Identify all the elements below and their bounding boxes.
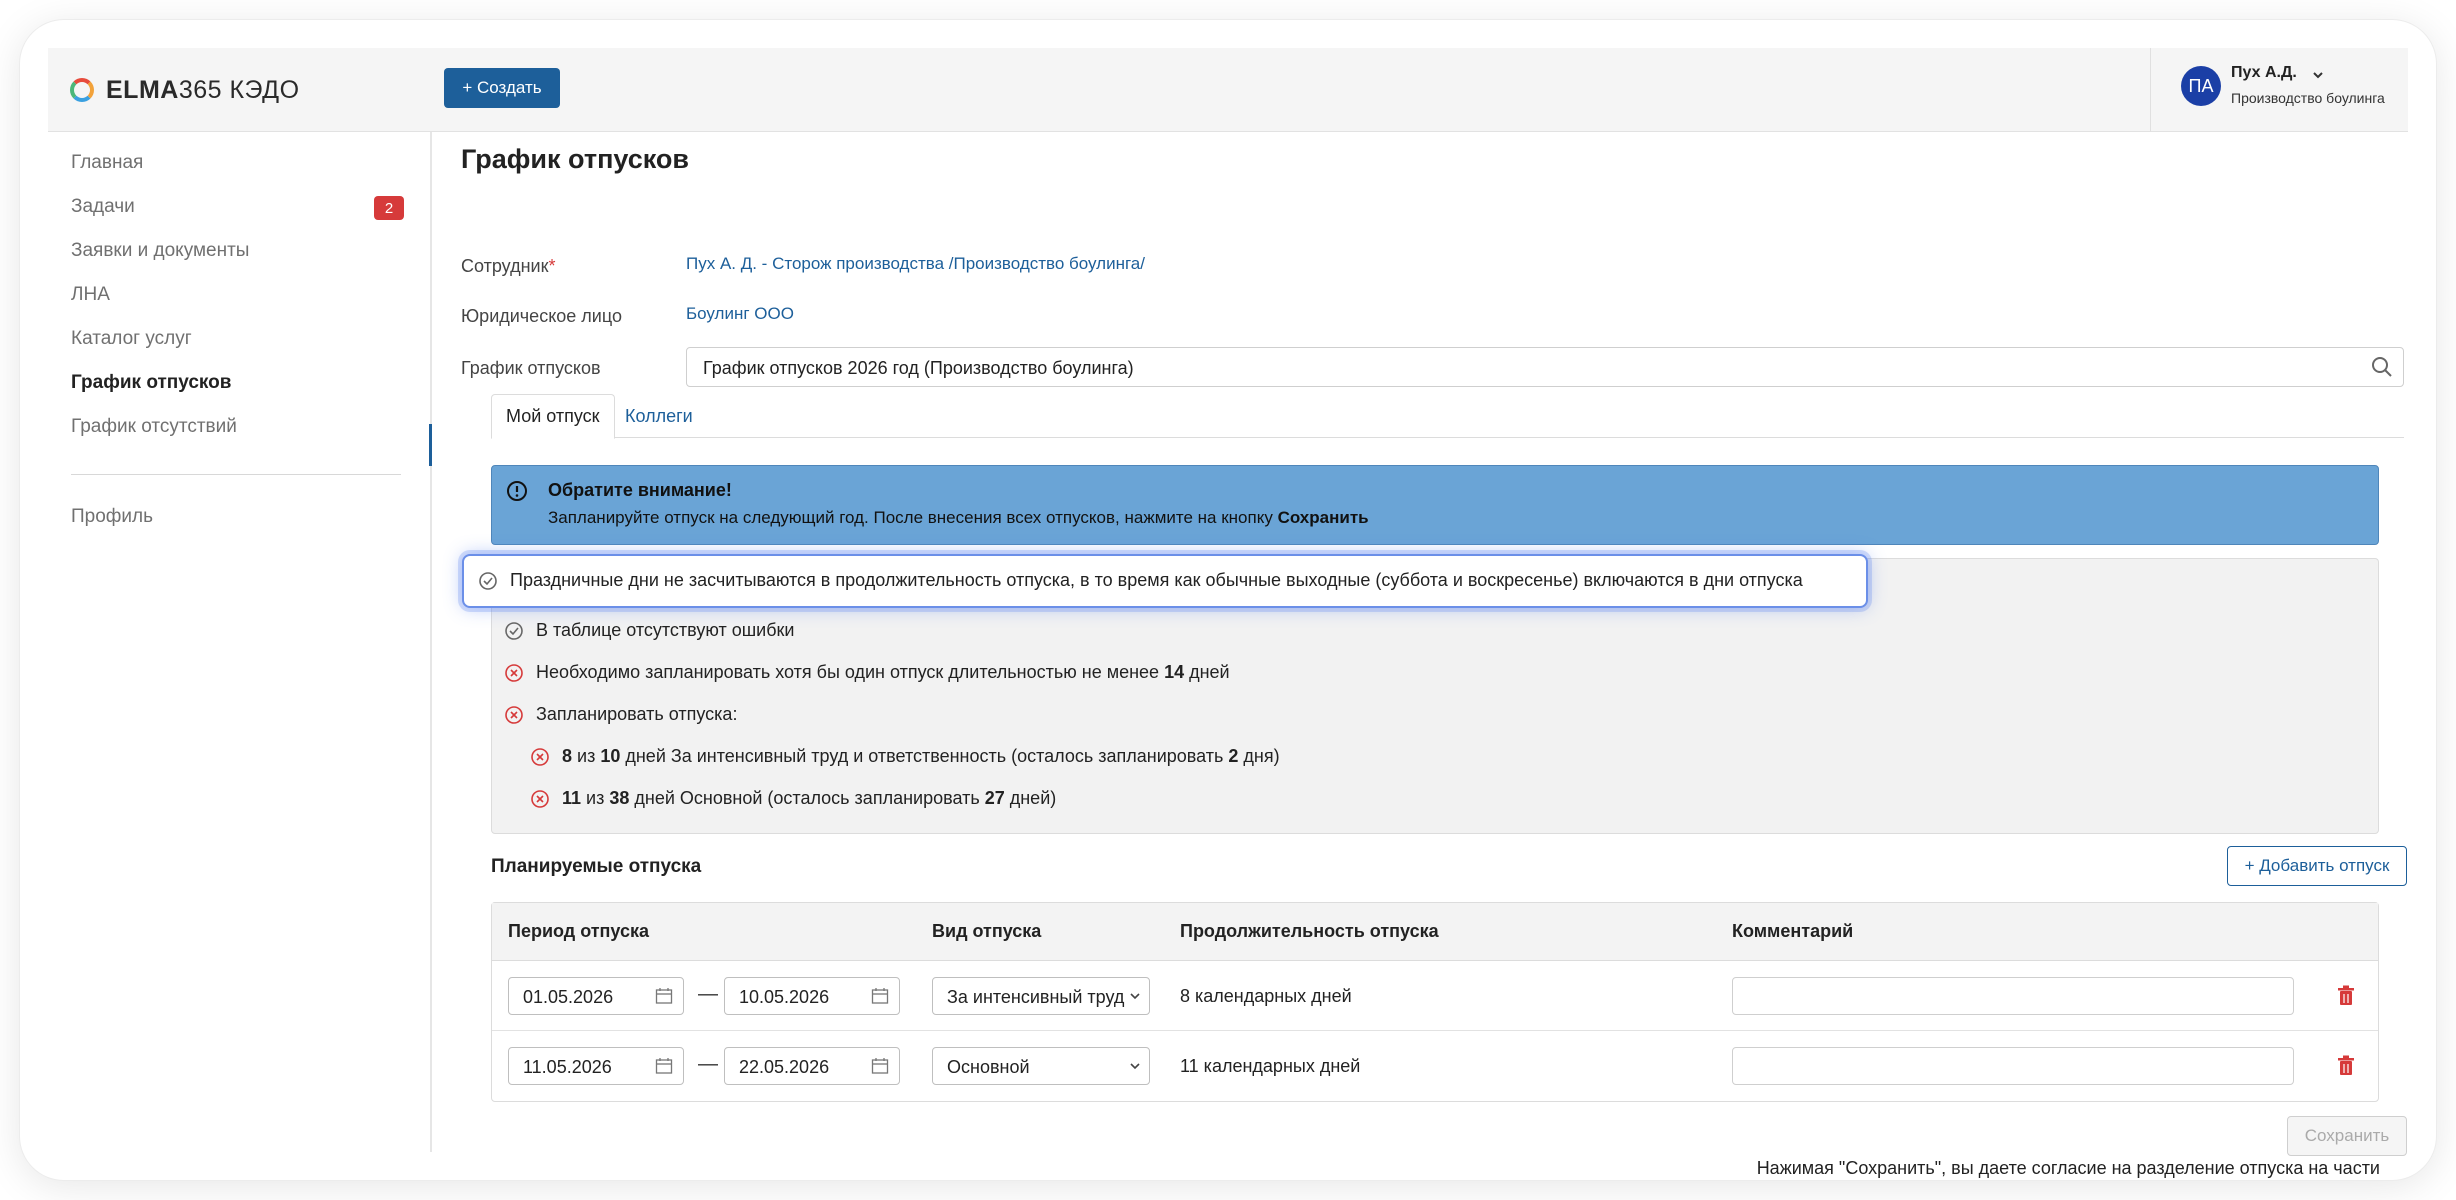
notice-banner — [491, 465, 2379, 545]
check-circle-icon — [504, 621, 524, 641]
chevron-down-icon — [1127, 1058, 1143, 1074]
check-min-duration: Необходимо запланировать хотя бы один отпуск длительностью не менее 14 дней — [504, 662, 1230, 683]
calendar-icon[interactable] — [655, 987, 673, 1005]
sidebar-item-requests[interactable]: Заявки и документы — [71, 240, 250, 261]
duration-value: 11 календарных дней — [1180, 1056, 1361, 1076]
col-comment: Комментарий — [1732, 921, 1854, 941]
calendar-icon[interactable] — [871, 987, 889, 1005]
notice-text: Запланируйте отпуск на следующий год. После внесения всех отпусков, нажмите на кнопку Сохранить — [548, 508, 1369, 527]
employee-link[interactable]: Пух А. Д. - Сторож производства /Производство боулинга/ — [686, 254, 1145, 273]
planned-table — [491, 902, 2379, 1102]
sidebar — [48, 132, 432, 1152]
error-circle-icon — [530, 789, 550, 809]
range-dash: — — [698, 1053, 718, 1075]
comment-input[interactable] — [1732, 1047, 2294, 1085]
logo-ring-icon — [70, 78, 94, 102]
range-dash: — — [698, 983, 718, 1005]
app — [48, 48, 2408, 1178]
logo-brand: ELMA — [106, 75, 179, 104]
check-no-errors — [504, 620, 794, 641]
schedule-label: График отпусков — [461, 358, 601, 378]
vacation-type-select[interactable]: За интенсивный труд — [932, 977, 1150, 1015]
user-menu[interactable] — [2150, 48, 2408, 132]
sidebar-item-home[interactable]: Главная — [71, 152, 144, 173]
check-sub-main: 11 из 38 дней Основной (осталось запланировать 27 дней) — [530, 788, 1056, 809]
logo-suffix: 365 КЭДО — [178, 75, 300, 104]
error-circle-icon — [530, 747, 550, 767]
date-from-input[interactable]: 11.05.2026 — [508, 1047, 684, 1085]
chevron-down-icon[interactable] — [2311, 68, 2325, 82]
sidebar-item-absence-schedule[interactable]: График отсутствий — [71, 416, 237, 437]
sidebar-item-tasks[interactable]: Задачи — [71, 196, 135, 217]
vacation-type-select[interactable]: Основной — [932, 1047, 1150, 1085]
error-circle-icon — [504, 663, 524, 683]
date-to-input[interactable]: 22.05.2026 — [724, 1047, 900, 1085]
col-type: Вид отпуска — [932, 921, 1042, 941]
comment-input[interactable] — [1732, 977, 2294, 1015]
top-header — [48, 48, 2408, 132]
consent-text: Нажимая "Сохранить", вы даете согласие на разделение отпуска на части — [1756, 1158, 2380, 1178]
app-logo[interactable] — [70, 74, 300, 106]
check-no-errors-text: В таблице отсутствуют ошибки — [536, 620, 795, 640]
date-to-input[interactable]: 10.05.2026 — [724, 977, 900, 1015]
check-sub-intensive: 8 из 10 дней За интенсивный труд и ответственность (осталось запланировать 2 дня) — [530, 746, 1280, 767]
table-row — [492, 961, 2378, 1031]
avatar[interactable]: ПА — [2181, 66, 2221, 106]
trash-icon[interactable] — [2336, 985, 2356, 1007]
error-circle-icon — [504, 705, 524, 725]
tab-colleagues[interactable]: Коллеги — [625, 405, 693, 426]
notice-title: Обратите внимание! — [548, 480, 732, 500]
legal-entity-link[interactable]: Боулинг ООО — [686, 304, 794, 323]
sidebar-item-lna[interactable]: ЛНА — [71, 284, 110, 305]
sidebar-divider — [71, 474, 401, 475]
page-title: График отпусков — [461, 144, 689, 174]
table-header — [492, 903, 2378, 961]
check-holidays-text: Праздничные дни не засчитываются в продолжительность отпуска, в то время как обычные выходные (суббота и воскресенье) включаются в дни отпуска — [510, 570, 1803, 590]
tabs — [491, 394, 2404, 438]
chevron-down-icon — [1127, 988, 1143, 1004]
user-name[interactable]: Пух А.Д. — [2231, 64, 2297, 81]
schedule-lookup-value: График отпусков 2026 год (Производство боулинга) — [703, 358, 1134, 378]
legal-entity-label: Юридическое лицо — [461, 306, 622, 326]
duration-value: 8 календарных дней — [1180, 986, 1352, 1006]
add-vacation-button[interactable]: + Добавить отпуск — [2227, 846, 2407, 886]
planned-section-title: Планируемые отпуска — [491, 856, 702, 877]
calendar-icon[interactable] — [871, 1057, 889, 1075]
search-icon[interactable] — [2371, 356, 2393, 378]
date-from-input[interactable]: 01.05.2026 — [508, 977, 684, 1015]
sidebar-item-vacation-schedule[interactable]: График отпусков — [71, 372, 232, 393]
table-row — [492, 1031, 2378, 1101]
col-period: Период отпуска — [508, 921, 650, 941]
main-content — [432, 132, 2408, 1178]
tab-my-vacation[interactable]: Мой отпуск — [491, 394, 615, 439]
employee-label: Сотрудник* — [461, 256, 556, 276]
check-circle-icon — [478, 571, 498, 591]
col-duration: Продолжительность отпуска — [1180, 921, 1439, 941]
window-frame — [20, 20, 2436, 1180]
check-plan-vacations: Запланировать отпуска: — [504, 704, 737, 725]
exclamation-icon — [506, 480, 528, 502]
create-button[interactable]: + Создать — [444, 68, 560, 108]
user-org: Производство боулинга — [2231, 90, 2385, 106]
trash-icon[interactable] — [2336, 1055, 2356, 1077]
sidebar-item-catalog[interactable]: Каталог услуг — [71, 328, 192, 349]
check-holidays — [478, 570, 1803, 591]
save-button[interactable]: Сохранить — [2287, 1116, 2407, 1156]
calendar-icon[interactable] — [655, 1057, 673, 1075]
sidebar-item-profile[interactable]: Профиль — [71, 506, 154, 527]
schedule-lookup-field[interactable] — [686, 347, 2404, 387]
tasks-count-badge: 2 — [374, 196, 404, 220]
